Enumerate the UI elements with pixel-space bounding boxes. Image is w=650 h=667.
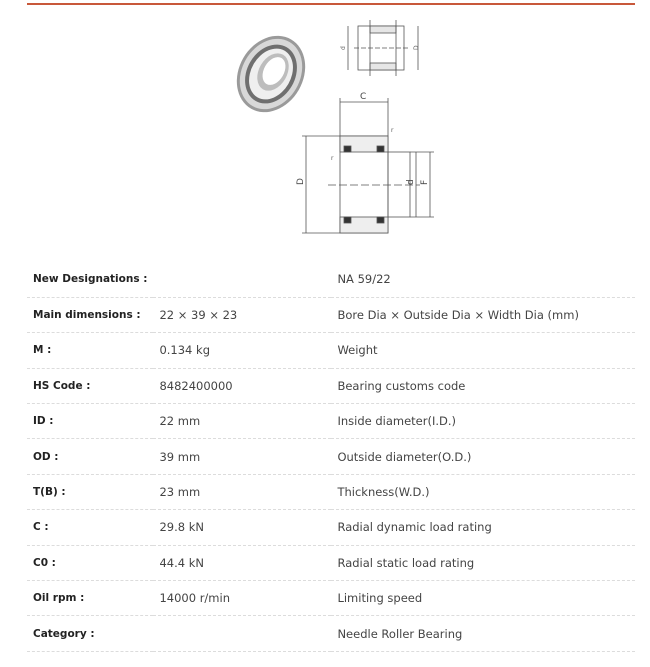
drawing-label-C: C (360, 92, 367, 102)
bearing-specs-table (27, 262, 635, 652)
spec-value: 8482400000 (153, 368, 331, 403)
spec-label: Category : (27, 616, 153, 651)
spec-label: ID : (27, 404, 153, 439)
spec-label: Main dimensions : (27, 297, 153, 332)
spec-value (153, 262, 331, 297)
spec-value: 29.8 kN (153, 510, 331, 545)
spec-label: Oil rpm : (27, 581, 153, 616)
spec-value: 22 × 39 × 23 (153, 297, 331, 332)
bearing-technical-drawing (0, 6, 650, 252)
spec-value: 44.4 kN (153, 545, 331, 580)
spec-value: 14000 r/min (153, 581, 331, 616)
spec-description: Radial dynamic load rating (331, 510, 635, 545)
table-row (27, 439, 635, 474)
spec-description: Weight (331, 333, 635, 368)
spec-description: Thickness(W.D.) (331, 474, 635, 509)
spec-label: C0 : (27, 545, 153, 580)
table-row (27, 545, 635, 580)
spec-value (153, 616, 331, 651)
table-row (27, 297, 635, 332)
spec-description: Bearing customs code (331, 368, 635, 403)
top-accent-rule (27, 3, 635, 5)
table-row (27, 581, 635, 616)
spec-value: 23 mm (153, 474, 331, 509)
spec-description: NA 59/22 (331, 262, 635, 297)
table-row (27, 368, 635, 403)
small-section-drawing (348, 20, 418, 76)
spec-value: 0.134 kg (153, 333, 331, 368)
spec-label: T(B) : (27, 474, 153, 509)
spec-value: 39 mm (153, 439, 331, 474)
spec-label: HS Code : (27, 368, 153, 403)
table-row (27, 510, 635, 545)
bearing-photo (223, 23, 318, 124)
spec-label: New Designations : (27, 262, 153, 297)
spec-description: Bore Dia × Outside Dia × Width Dia (mm) (331, 297, 635, 332)
drawing-label-d-small: d (340, 46, 347, 50)
table-row (27, 616, 635, 651)
table-row (27, 262, 635, 297)
spec-label: M : (27, 333, 153, 368)
spec-value: 22 mm (153, 404, 331, 439)
drawing-label-F: F (420, 179, 430, 185)
table-row (27, 404, 635, 439)
drawing-label-r-left: r (331, 155, 334, 162)
spec-label: OD : (27, 439, 153, 474)
main-section-drawing (302, 98, 434, 233)
table-row (27, 333, 635, 368)
spec-description: Inside diameter(I.D.) (331, 404, 635, 439)
spec-label: C : (27, 510, 153, 545)
spec-description: Outside diameter(O.D.) (331, 439, 635, 474)
spec-description: Radial static load rating (331, 545, 635, 580)
drawing-label-r-top: r (391, 127, 394, 134)
table-row (27, 474, 635, 509)
spec-description: Limiting speed (331, 581, 635, 616)
drawing-label-D: D (296, 178, 306, 185)
drawing-label-d: d (406, 179, 416, 185)
spec-description: Needle Roller Bearing (331, 616, 635, 651)
drawing-label-D-small: D (413, 45, 420, 50)
